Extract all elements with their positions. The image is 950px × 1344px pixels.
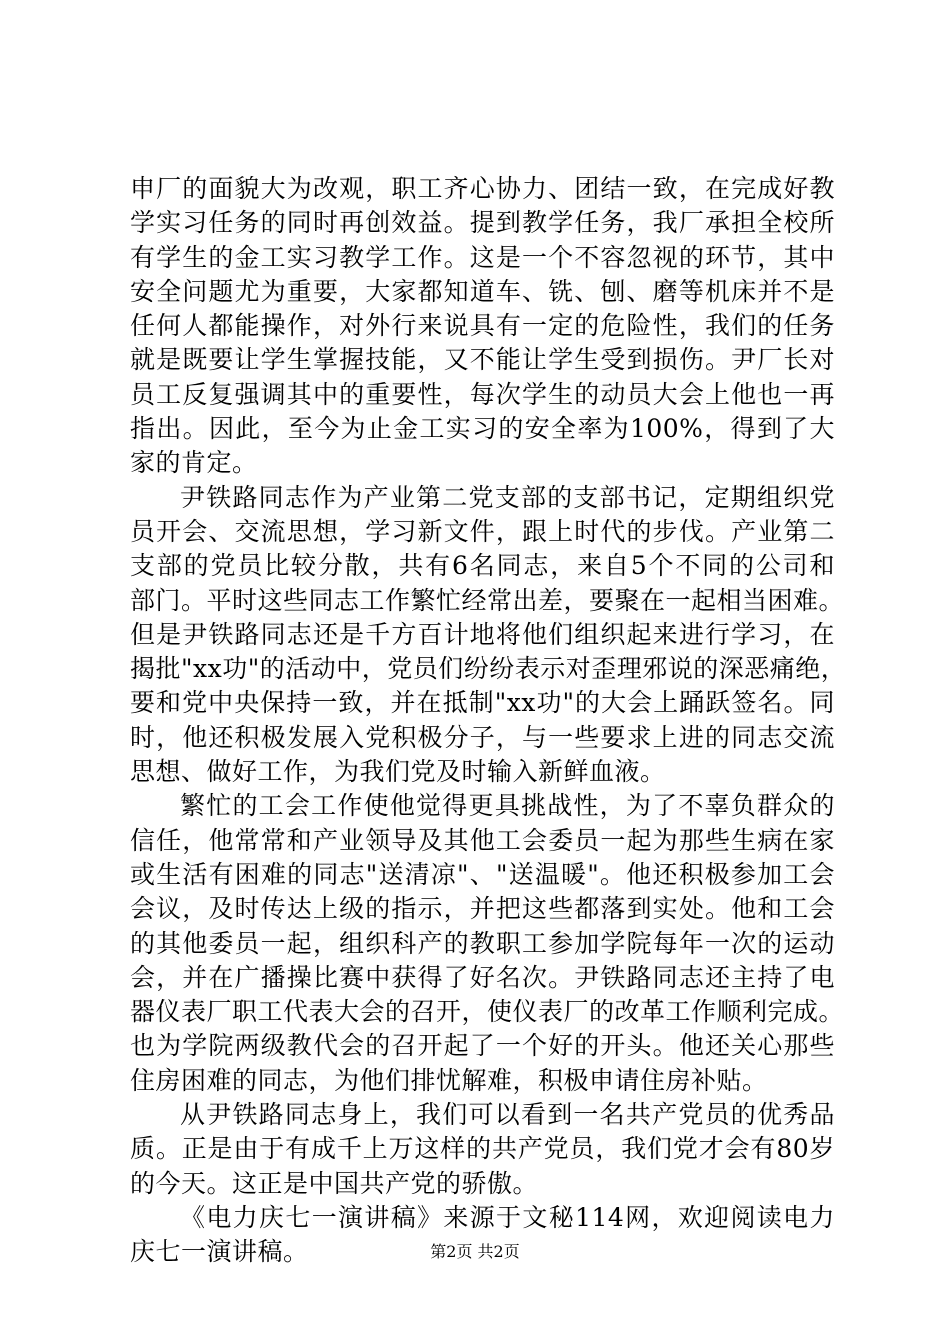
text-line: 家的肯定。 — [130, 448, 258, 478]
paragraph — [130, 481, 847, 790]
text-line: 申厂的面貌大为改观，职工齐心协力、团结一致，在完成好教 — [130, 174, 835, 203]
text-line: 但是尹铁路同志还是千方百计地将他们组织起来进行学习，在 — [130, 619, 835, 649]
text-line: 员工反复强调其中的重要性，每次学生的动员大会上他也一再 — [130, 379, 835, 409]
text-line: 要和党中央保持一致，并在抵制"xx功"的大会上踊跃签名。同 — [130, 688, 835, 718]
text-line: 《电力庆七一演讲稿》来源于文秘114网，欢迎阅读电力 — [180, 1202, 835, 1232]
text-line: 支部的党员比较分散，共有6名同志，来自5个不同的公司和 — [130, 551, 835, 581]
text-line: 的今天。这正是中国共产党的骄傲。 — [130, 1168, 539, 1198]
text-line: 员开会、交流思想，学习新文件，跟上时代的步伐。产业第二 — [130, 516, 835, 546]
paragraph — [130, 172, 835, 481]
text-line: 有学生的金工实习教学工作。这是一个不容忽视的环节，其中 — [130, 242, 835, 272]
text-line: 指出。因此，至今为止金工实习的安全率为100%，得到了大 — [130, 414, 835, 444]
text-line: 从尹铁路同志身上，我们可以看到一名共产党员的优秀品 — [180, 1100, 835, 1130]
text-line: 的其他委员一起，组织科产的教职工参加学院每年一次的运动 — [130, 928, 835, 958]
text-line: 部门。平时这些同志工作繁忙经常出差，要聚在一起相当困难。 — [130, 585, 845, 615]
text-line: 时，他还积极发展入党积极分子，与一些要求上进的同志交流 — [130, 722, 835, 752]
text-line: 庆七一演讲稿。 — [130, 1237, 309, 1267]
text-line: 任何人都能操作，对外行来说具有一定的危险性，我们的任务 — [130, 311, 835, 341]
text-line: 思想、做好工作，为我们党及时输入新鲜血液。 — [130, 757, 666, 787]
text-line: 揭批"xx功"的活动中，党员们纷纷表示对歪理邪说的深恶痛绝， — [130, 654, 847, 684]
text-line: 尹铁路同志作为产业第二党支部的支部书记，定期组织党 — [180, 482, 835, 512]
text-line: 信任，他常常和产业领导及其他工会委员一起为那些生病在家 — [130, 825, 835, 855]
text-line: 也为学院两级教代会的召开起了一个好的开头。他还关心那些 — [130, 1031, 835, 1061]
text-line: 质。正是由于有成千上万这样的共产党员，我们党才会有80岁 — [130, 1134, 835, 1164]
text-line: 会议，及时传达上级的指示，并把这些都落到实处。他和工会 — [130, 894, 835, 924]
text-line: 就是既要让学生掌握技能，又不能让学生受到损伤。尹厂长对 — [130, 345, 835, 375]
text-line: 繁忙的工会工作使他觉得更具挑战性，为了不辜负群众的 — [180, 791, 835, 821]
text-line: 安全问题尤为重要，大家都知道车、铣、刨、磨等机床并不是 — [130, 276, 835, 306]
paragraph — [130, 1098, 835, 1201]
text-line: 或生活有困难的同志"送清凉"、"送温暖"。他还积极参加工会 — [130, 859, 835, 889]
paragraph — [130, 789, 845, 1098]
text-line: 学实习任务的同时再创效益。提到教学任务，我厂承担全校所 — [130, 208, 835, 238]
text-line: 会，并在广播操比赛中获得了好名次。尹铁路同志还主持了电 — [130, 962, 835, 992]
text-line: 住房困难的同志，为他们排忧解难，积极申请住房补贴。 — [130, 1065, 768, 1095]
text-line: 器仪表厂职工代表大会的召开，使仪表厂的改革工作顺利完成。 — [130, 997, 845, 1027]
document-body — [130, 172, 847, 1270]
page-footer: 第2页 共2页 — [430, 1242, 520, 1261]
